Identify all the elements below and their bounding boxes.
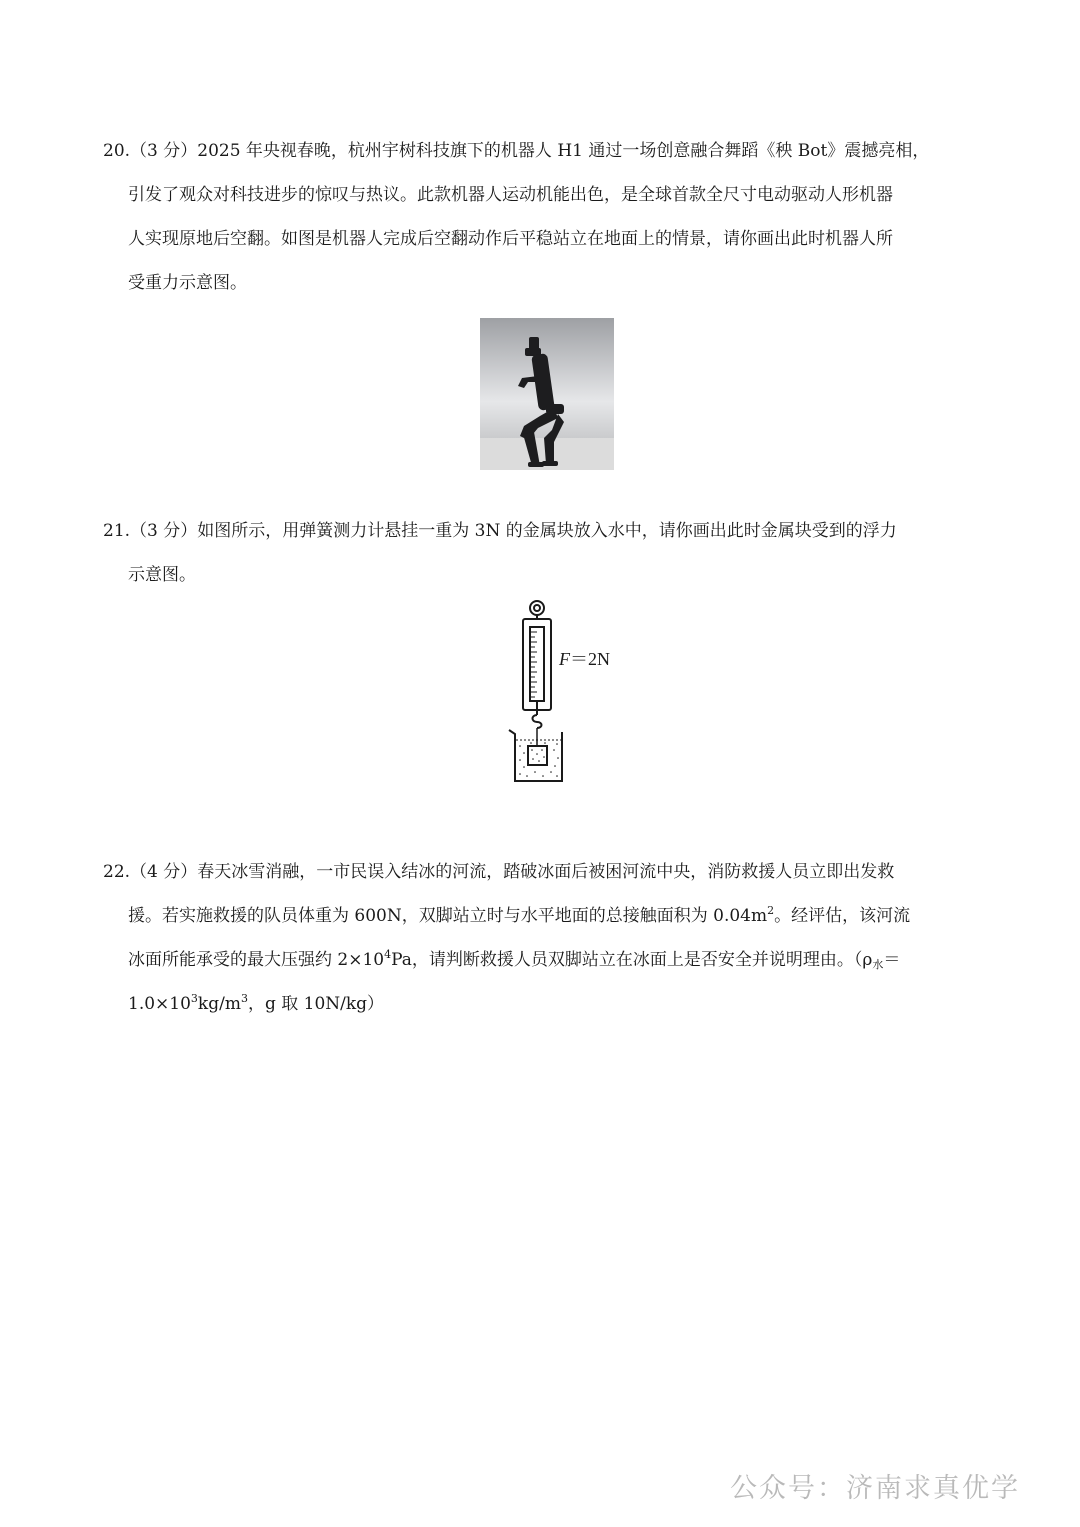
q20-line-3: 人实现原地后空翻。如图是机器人完成后空翻动作后平稳站立在地面上的情景，请你画出此时机器人所 bbox=[128, 229, 893, 249]
force-variable: F bbox=[559, 649, 570, 669]
q22-line-2-a: 援。若实施救援的队员体重为 600N，双脚站立时与水平地面的总接触面积为 0.04m bbox=[128, 906, 768, 926]
spring-scale-diagram bbox=[495, 596, 635, 786]
water-dots bbox=[519, 742, 559, 777]
q21-line-2: 示意图。 bbox=[128, 565, 196, 585]
q22-line-3-b: Pa，请判断救援人员双脚站立在冰面上是否安全并说明理由。（ρ bbox=[391, 950, 873, 970]
q22-line-4-a: 1.0×10 bbox=[128, 994, 191, 1014]
q20-line-4: 受重力示意图。 bbox=[128, 273, 247, 293]
q22-line-3-c: ＝ bbox=[883, 950, 901, 970]
q22-line-3-sup: 4 bbox=[384, 948, 392, 961]
q20-line-1: 20.（3 分）2025 年央视春晚，杭州宇树科技旗下的机器人 H1 通过一场创意融合舞蹈《秧 Bot》震撼亮相， bbox=[103, 141, 930, 161]
question-21 bbox=[103, 509, 983, 597]
q22-line-3-a: 冰面所能承受的最大压强约 2×10 bbox=[128, 950, 385, 970]
force-label bbox=[559, 645, 610, 671]
metal-block bbox=[528, 746, 547, 765]
beaker bbox=[509, 730, 562, 781]
question-22 bbox=[103, 850, 983, 1026]
scale-ticks bbox=[531, 632, 537, 697]
q22-line-3 bbox=[103, 938, 983, 982]
question-20 bbox=[103, 129, 983, 305]
q21-line-1: 21.（3 分）如图所示，用弹簧测力计悬挂一重为 3N 的金属块放入水中，请你画出此时金属块受到的浮力 bbox=[103, 521, 897, 541]
q22-line-4-sup2: 3 bbox=[240, 992, 248, 1005]
scale-ring-inner bbox=[534, 605, 540, 611]
force-value: ＝2N bbox=[570, 649, 610, 669]
q20-line-2: 引发了观众对科技进步的惊叹与热议。此款机器人运动机能出色，是全球首款全尺寸电动驱动人形机器 bbox=[128, 185, 893, 205]
scale-body bbox=[523, 619, 551, 710]
q22-line-4-c: ，g 取 10N/kg） bbox=[247, 994, 385, 1014]
q22-line-2-sup: 2 bbox=[767, 904, 775, 917]
q22-line-4-sup: 3 bbox=[190, 992, 198, 1005]
scale-ring bbox=[530, 601, 544, 615]
q22-line-1: 22.（4 分）春天冰雪消融，一市民误入结冰的河流，踏破冰面后被困河流中央，消防救援人员立即出发救 bbox=[103, 862, 895, 882]
robot-photo bbox=[480, 318, 614, 470]
q22-line-3-sub: 水 bbox=[872, 958, 884, 971]
block-texture bbox=[531, 749, 545, 762]
scale-slot bbox=[530, 627, 544, 701]
q22-line-2-b: 。经评估，该河流 bbox=[774, 906, 911, 926]
q22-line-4-b: kg/m bbox=[197, 994, 241, 1014]
q22-line-4 bbox=[103, 982, 983, 1026]
scale-hook bbox=[533, 715, 542, 728]
q22-line-2 bbox=[103, 894, 983, 938]
watermark: 公众号：济南求真优学 bbox=[730, 1473, 1020, 1504]
